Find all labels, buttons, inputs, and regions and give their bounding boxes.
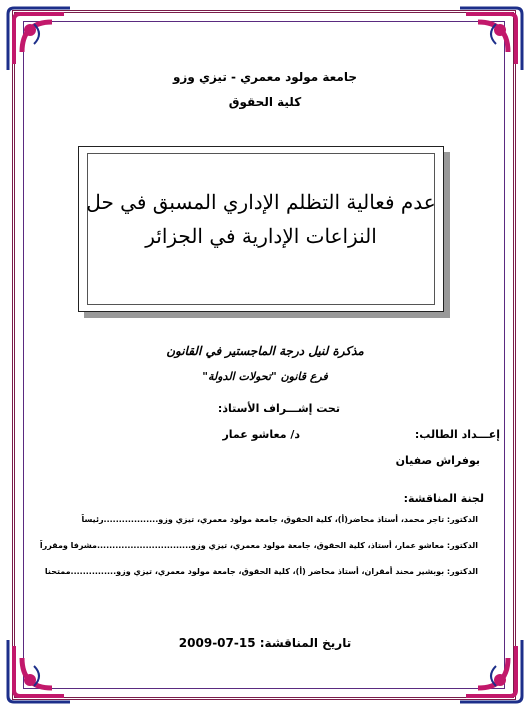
thesis-title-line-1: عدم فعالية التظلم الإداري المسبق في حل [86, 190, 436, 214]
faculty-name: كلية الحقوق [228, 95, 302, 109]
corner-ornament-top-right [456, 4, 526, 74]
committee-member-president: الدكتور: تاجر محمد، أستاذ محاضر(أ)، كلية الحقوق، جامعة مولود معمري، تيزي وزو..................رئيساً [81, 515, 478, 524]
title-box [78, 146, 444, 312]
committee-member-supervisor: الدكتور: معاشو عمار، أستاذ، كلية الحقوق، جامعة مولود معمري، تيزي وزو...............................مشرفا ومقرراً [39, 541, 478, 550]
thesis-title [79, 185, 443, 253]
committee-member-examiner: الدكتور: بوبشير محند أمقران، أستاذ محاضر (أ)، كلية الحقوق، جامعة مولود معمري، تيزي وزو...............ممتحنا [44, 567, 478, 576]
corner-ornament-top-left [4, 4, 74, 74]
university-name: جامعة مولود معمري - تيزي وزو [172, 70, 358, 84]
branch-statement: فرع قانون "تحولات الدولة" [202, 370, 328, 383]
committee-list [28, 514, 478, 592]
student-name: بوفراش صفيان [395, 454, 480, 467]
degree-statement: مذكرة لنيل درجة الماجستير في القانون [166, 344, 364, 358]
thesis-title-line-2: النزاعات الإدارية في الجزائر [145, 224, 377, 248]
student-label: إعـــداد الطالب: [414, 428, 500, 441]
supervisor-name: د/ معاشو عمار [222, 428, 300, 441]
committee-label: لجنة المناقشة: [403, 492, 484, 505]
supervisor-label: تحت إشـــراف الأستاذ: [217, 402, 340, 415]
defense-date: تاريخ المناقشة: 15-07-2009 [178, 636, 352, 650]
